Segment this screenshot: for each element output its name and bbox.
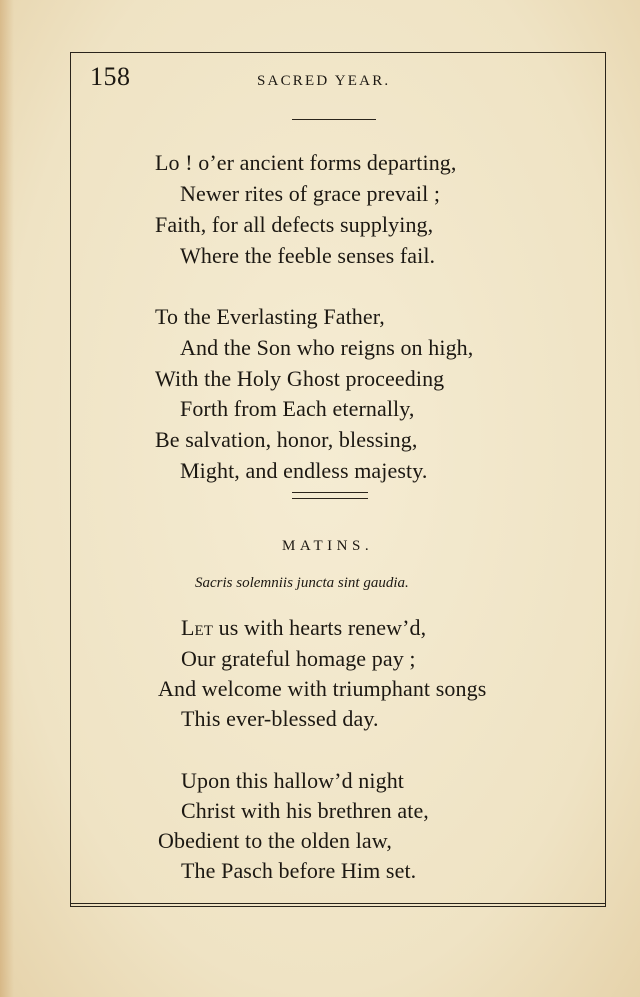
verse-line: To the Everlasting Father,	[155, 304, 385, 329]
verse-line: Faith, for all defects supplying,	[155, 212, 434, 237]
verse-line: This ever-blessed day.	[181, 706, 379, 731]
verse-line: Might, and endless majesty.	[180, 458, 428, 483]
running-head-title: SACRED YEAR.	[257, 73, 391, 89]
latin-epigraph: Sacris solemniis juncta sint gaudia.	[195, 575, 409, 591]
ornamental-rule-double-lower	[292, 498, 368, 499]
page-edge-stain	[0, 0, 14, 997]
verse-line: Forth from Each eternally,	[180, 396, 415, 421]
verse-line: With the Holy Ghost proceeding	[155, 366, 445, 391]
page-number: 158	[90, 62, 131, 91]
section-title: MATINS.	[282, 538, 374, 554]
initial-small-caps: Let	[181, 615, 214, 640]
verse-line-rest: us with hearts renew’d,	[213, 615, 427, 640]
verse-line: Christ with his brethren ate,	[181, 798, 429, 823]
verse-line: Where the feeble senses fail.	[180, 243, 436, 268]
verse-line: Our grateful homage pay ;	[181, 646, 416, 671]
verse-line: And the Son who reigns on high,	[180, 335, 474, 360]
verse-line: Upon this hallow’d night	[181, 768, 405, 793]
verse-line: Newer rites of grace prevail ;	[180, 181, 441, 206]
verse-line-first	[181, 615, 426, 641]
page-border-bottom-rule	[70, 903, 606, 904]
verse-line: Lo ! o’er ancient forms departing,	[155, 150, 457, 175]
verse-line: And welcome with triumphant songs	[158, 676, 487, 701]
verse-line: The Pasch before Him set.	[181, 858, 417, 883]
ornamental-rule-top	[292, 119, 376, 120]
verse-line: Obedient to the olden law,	[158, 828, 392, 853]
ornamental-rule-double	[292, 492, 368, 493]
verse-line: Be salvation, honor, blessing,	[155, 427, 418, 452]
